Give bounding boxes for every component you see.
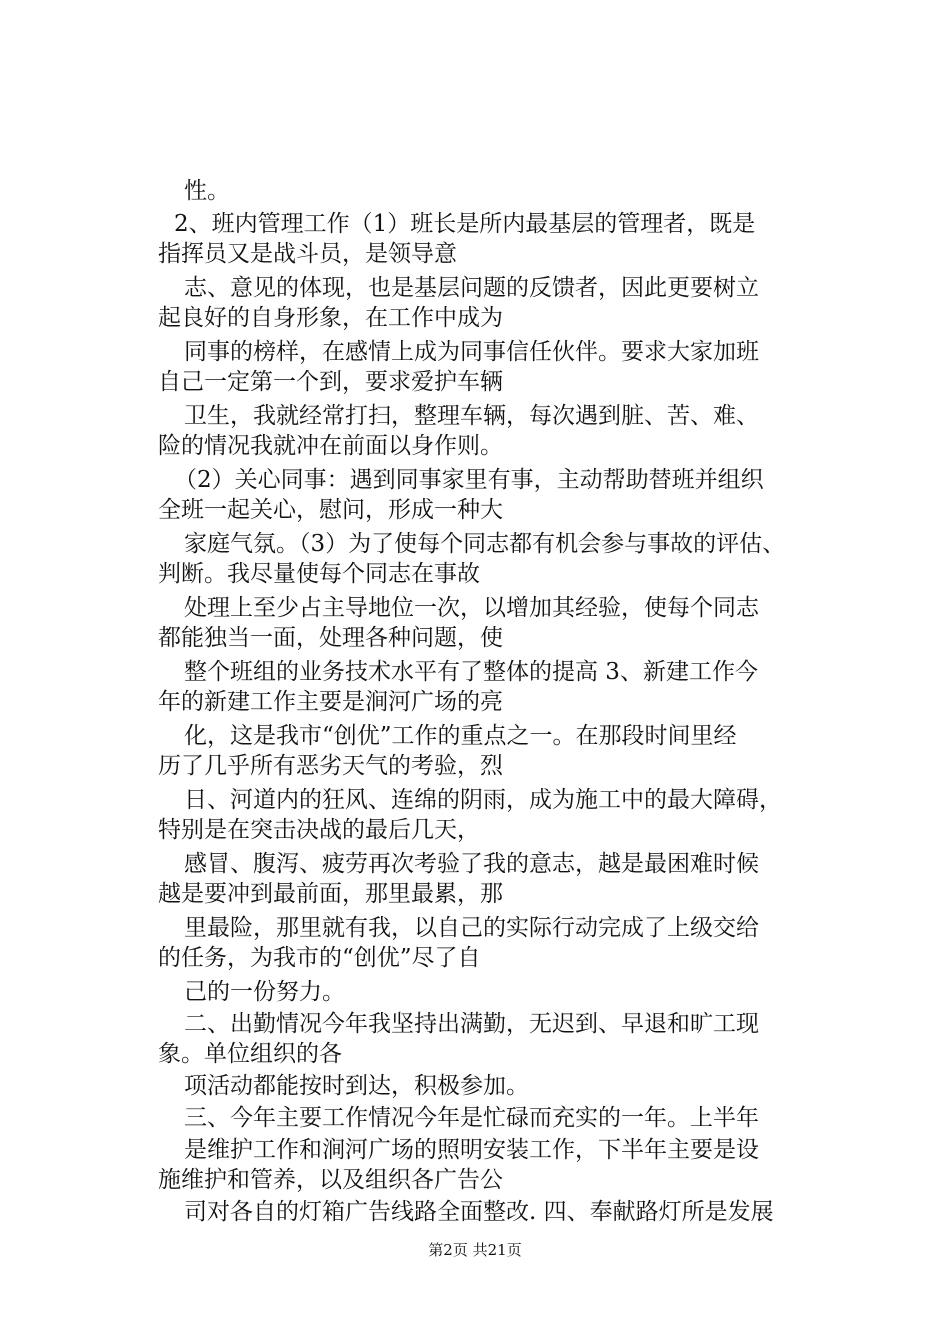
text-line: 同事的榜样，在感情上成为同事信任伙伴。要求大家加班 xyxy=(184,339,759,365)
text-line: 自己一定第一个到，要求爱护车辆 xyxy=(158,369,503,395)
text-line: 性。 xyxy=(184,178,230,204)
page-footer: 第2页 共21页 xyxy=(428,1241,522,1259)
text-line: 三、今年主要工作情况今年是忙碌而充实的一年。上半年 xyxy=(184,1105,759,1131)
text-line: 化，这是我市“创优”工作的重点之一。在那段时间里经 xyxy=(184,723,737,749)
text-line: 判断。我尽量使每个同志在事故 xyxy=(158,561,480,587)
text-line: 己的一份努力。 xyxy=(184,979,345,1005)
text-line: 司对各自的灯箱广告线路全面整改. 四、奉献路灯所是发展 xyxy=(184,1199,774,1225)
text-line: 感冒、腹泻、疲劳再次考验了我的意志，越是最困难时候 xyxy=(184,851,759,877)
text-line: 是维护工作和涧河广场的照明安装工作，下半年主要是设 xyxy=(184,1137,759,1163)
text-line: （2）关心同事：遇到同事家里有事，主动帮助替班并组织 xyxy=(174,467,764,493)
text-line: 处理上至少占主导地位一次，以增加其经验，使每个同志 xyxy=(184,595,759,621)
text-line: 的任务，为我市的“创优”尽了自 xyxy=(158,945,481,971)
text-line: 年的新建工作主要是涧河广场的亮 xyxy=(158,689,503,715)
text-line: 历了几乎所有恶劣天气的考验，烈 xyxy=(158,753,503,779)
text-line: 日、河道内的狂风、连绵的阴雨，成为施工中的最大障碍， xyxy=(184,787,782,813)
text-line: 越是要冲到最前面，那里最累，那 xyxy=(158,881,503,907)
text-line: 施维护和管养，以及组织各广告公 xyxy=(158,1167,503,1193)
text-line: 起良好的自身形象，在工作中成为 xyxy=(158,305,503,331)
text-line: 二、出勤情况今年我坚持出满勤，无迟到、早退和旷工现 xyxy=(184,1011,759,1037)
text-line: 整个班组的业务技术水平有了整体的提高 3、新建工作今 xyxy=(184,659,758,685)
text-line: 里最险，那里就有我，以自己的实际行动完成了上级交给 xyxy=(184,915,759,941)
text-line: 指挥员又是战斗员，是领导意 xyxy=(158,241,457,267)
text-line: 志、意见的体现，也是基层问题的反馈者，因此更要树立 xyxy=(184,275,759,301)
text-line: 卫生，我就经常打扫，整理车辆，每次遇到脏、苦、难、 xyxy=(184,403,759,429)
text-line: 象。单位组织的各 xyxy=(158,1041,342,1067)
text-line: 险的情况我就冲在前面以身作则。 xyxy=(158,433,503,459)
text-line: 特别是在突击决战的最后几天， xyxy=(158,817,480,843)
text-line: 全班一起关心，慰问，形成一种大 xyxy=(158,497,503,523)
text-line: 2、班内管理工作（1）班长是所内最基层的管理者，既是 xyxy=(174,211,756,237)
text-line: 项活动都能按时到达，积极参加。 xyxy=(184,1073,529,1099)
text-line: 都能独当一面，处理各种问题，使 xyxy=(158,625,503,651)
text-line: 家庭气氛。（3）为了使每个同志都有机会参与事故的评估、 xyxy=(184,531,786,557)
